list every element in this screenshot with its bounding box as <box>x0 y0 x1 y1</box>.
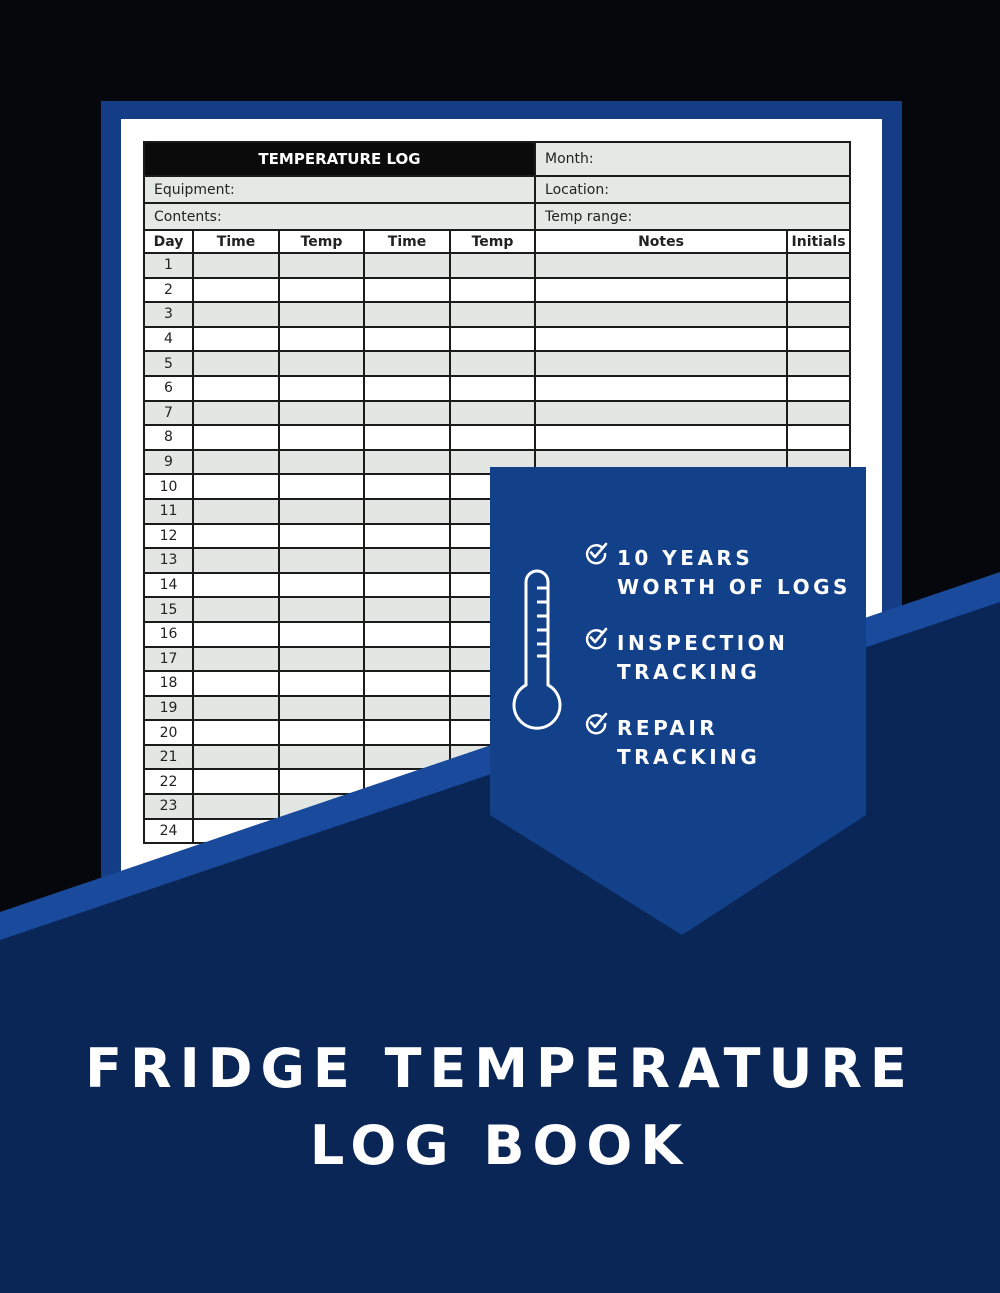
feature-list <box>583 540 883 795</box>
check-circle-icon <box>583 540 609 566</box>
day-number: 3 <box>144 302 193 327</box>
day-number: 9 <box>144 450 193 475</box>
day-number: 1 <box>144 253 193 278</box>
feature-item <box>583 625 883 687</box>
check-circle-icon <box>583 625 609 651</box>
feature-text: TRACKING <box>617 660 761 684</box>
day-number: 8 <box>144 425 193 450</box>
day-number: 17 <box>144 647 193 672</box>
feature-text: TRACKING <box>617 745 761 769</box>
column-header-time: Time <box>193 230 279 253</box>
feature-item <box>583 710 883 772</box>
day-number: 20 <box>144 720 193 745</box>
feature-text: REPAIR <box>617 716 719 740</box>
day-number: 7 <box>144 401 193 426</box>
column-header-time: Time <box>364 230 450 253</box>
day-number: 18 <box>144 671 193 696</box>
day-number: 2 <box>144 278 193 303</box>
location-field: Location: <box>535 176 850 203</box>
day-number: 4 <box>144 327 193 352</box>
day-number: 10 <box>144 474 193 499</box>
feature-text: INSPECTION <box>617 631 789 655</box>
column-header-day: Day <box>144 230 193 253</box>
day-number: 11 <box>144 499 193 524</box>
day-number: 22 <box>144 769 193 794</box>
day-number: 12 <box>144 524 193 549</box>
day-number: 13 <box>144 548 193 573</box>
feature-text: 10 YEARS <box>617 546 754 570</box>
day-number: 5 <box>144 351 193 376</box>
column-header-temp: Temp <box>450 230 535 253</box>
day-number: 16 <box>144 622 193 647</box>
temp-range-field: Temp range: <box>535 203 850 230</box>
day-number: 6 <box>144 376 193 401</box>
feature-item <box>583 540 883 602</box>
log-title: TEMPERATURE LOG <box>144 142 535 176</box>
day-number: 19 <box>144 696 193 721</box>
day-number: 21 <box>144 745 193 770</box>
column-header-temp: Temp <box>279 230 364 253</box>
book-title-line: FRIDGE TEMPERATURE <box>85 1037 915 1100</box>
day-number: 24 <box>144 819 193 844</box>
book-title <box>0 1030 1000 1184</box>
day-number: 14 <box>144 573 193 598</box>
column-header-notes: Notes <box>535 230 787 253</box>
month-field: Month: <box>535 142 850 176</box>
contents-field: Contents: <box>144 203 535 230</box>
day-number: 23 <box>144 794 193 819</box>
day-number: 15 <box>144 597 193 622</box>
equipment-field: Equipment: <box>144 176 535 203</box>
check-circle-icon <box>583 710 609 736</box>
column-header-initials: Initials <box>787 230 850 253</box>
feature-text: WORTH OF LOGS <box>617 575 851 599</box>
book-title-line: LOG BOOK <box>309 1114 691 1177</box>
